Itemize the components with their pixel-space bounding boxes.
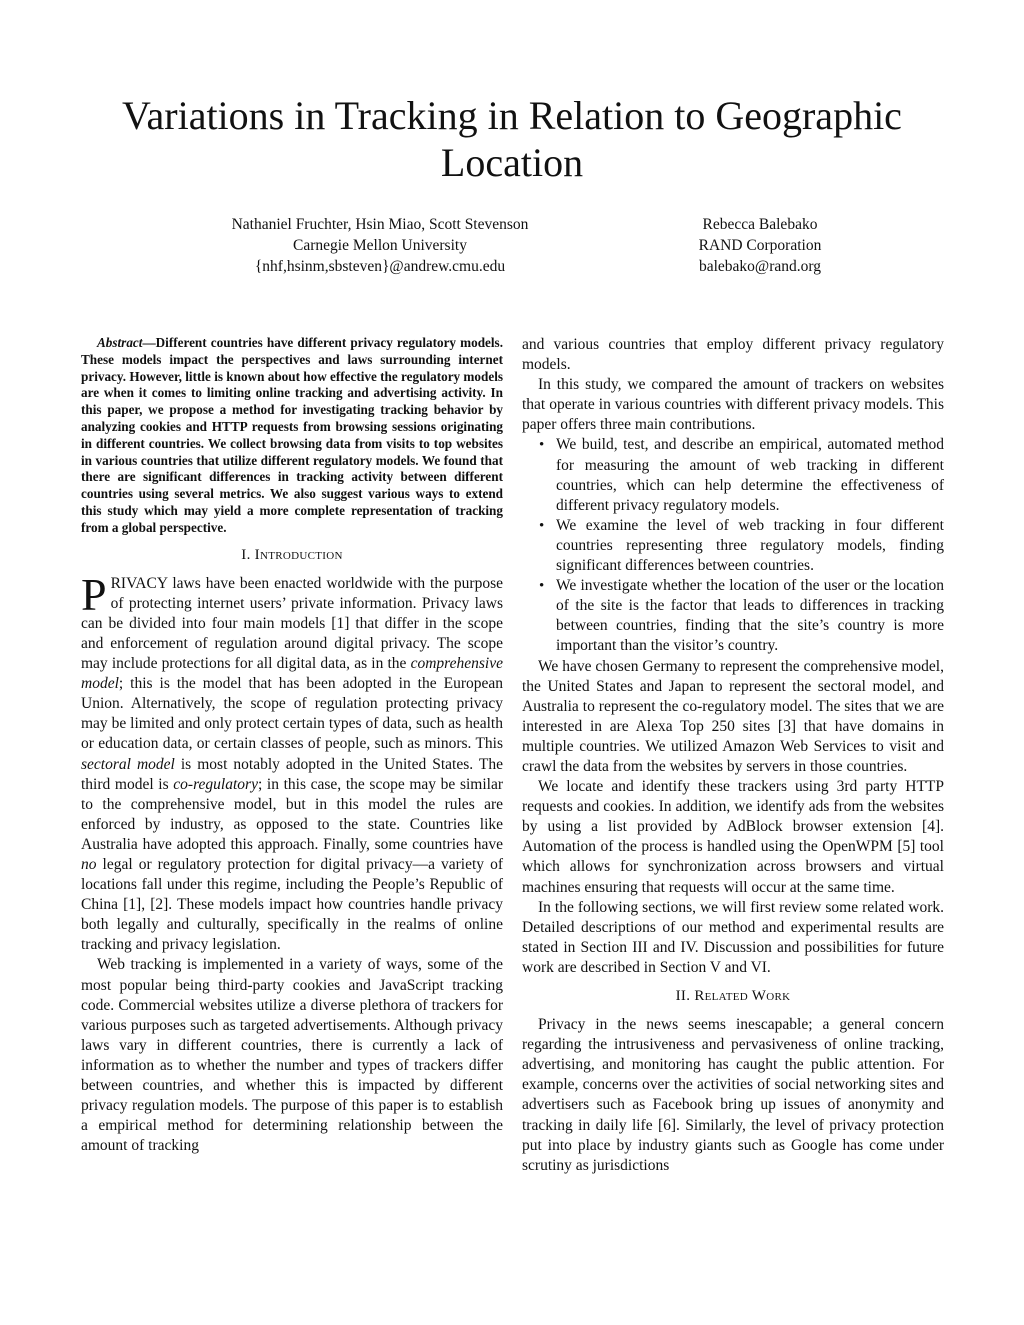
list-item: • We investigate whether the location of the user or the location of the site is the factor that leads to differences in tracking between countries, finding that the site’s country is more important than the visitor’s country.: [556, 576, 944, 656]
author-affiliation: Carnegie Mellon University: [293, 237, 467, 254]
author-names: Nathaniel Fruchter, Hsin Miao, Scott Stevenson: [231, 216, 529, 233]
author-affiliation: RAND Corporation: [698, 237, 822, 254]
right-column: [522, 335, 944, 1176]
paper-title: Variations in Tracking in Relation to Geographic Location: [122, 93, 902, 185]
intro-paragraph-2: Web tracking is implemented in a variety of ways, some of the most popular being third-party cookies and JavaScript tracking code. Commercial websites utilize a diverse plethora of trackers for various purposes such as targeted advertisements. Although privacy laws vary in different countries, there is currently a lack of information as to whether the number and types of trackers differ between countries, and whether this is impacted by different privacy regulation models. The purpose of this paper is to establish a empirical method for determining relationship between the amount of tracking: [81, 956, 503, 1155]
intro-paragraph-4: We have chosen Germany to represent the comprehensive model, the United States and Japan to represent the sectoral model, and Australia to represent the co-regulatory model. The sites that we are interested in are Alexa Top 250 sites [3] that have domains in multiple countries. We utilized Amazon Web Services to visit and crawl the data from the websites by servers in those countries.: [522, 657, 944, 775]
author-names: Rebecca Balebako: [702, 216, 818, 233]
intro-paragraph-3: In this study, we compared the amount of trackers on websites that operate in various countries with different privacy models. This paper offers three main contributions.: [522, 376, 944, 434]
intro-paragraph-2-continued: and various countries that employ different privacy regulatory models.: [522, 336, 944, 374]
author-email: {nhf,hsinm,sbsteven}@andrew.cmu.edu: [254, 258, 506, 275]
abstract-text: —Different countries have different privacy regulatory models. These models impact the perspectives and laws surrounding internet privacy. However, little is known about how effective the regulatory models are when it comes to limiting online tracking and advertising activity. In this paper, we propose a method for investigating tracking behavior by analyzing cookies and HTTP requests from browsing sessions originating in different countries. We collect browsing data from visits to top websites in various countries that utilize different regulatory models. We found that there are significant differences in tracking activity between different countries using several metrics. We also suggest various ways to extend this study which may yield a more complete representation of tracking from a global perspective.: [81, 335, 503, 535]
left-column: [81, 335, 503, 1156]
author-block-cmu: [180, 214, 580, 277]
drop-cap: P: [81, 568, 107, 620]
contributions-list: [522, 435, 944, 656]
intro-paragraph-6: In the following sections, we will first review some related work. Detailed descriptions of our method and experimental results are stated in Section III and IV. Discussion and possibilities for future work are described in Section V and VI.: [522, 898, 944, 976]
abstract-label: Abstract: [97, 335, 143, 350]
author-block-rand: [640, 214, 880, 277]
list-item: • We build, test, and describe an empirical, automated method for measuring the amount of web tracking in different countries, which can help determine the effectiveness of different privacy regulatory models.: [556, 435, 944, 515]
intro-paragraph-1: PRIVACY laws have been enacted worldwide with the purpose of protecting internet users’ private information. Privacy laws can be divided into four main models [1] that differ in the scope and enforcement of regulation around digital privacy. The scope may include protections for all digital data, as in the comprehensive model; this is the model that has been adopted in the European Union. Alternatively, the scope of regulation protecting privacy may be limited and only protect certain types of data, such as health or education data, or certain classes of people, such as minors. This sectoral model is most notably adopted in the United States. The third model is co-regulatory; in this case, the scope may be similar to the comprehensive model, but in this model the rules are enforced by industry, as opposed to the state. Countries like Australia have adopted this approach. Finally, some countries have no legal or regulatory protection for digital privacy—a variety of locations fall under this regime, including the People’s Republic of China [1], [2]. These models impact how countries handle privacy both legally and culturally, specifically in the realms of online tracking and privacy legislation.: [81, 568, 503, 954]
abstract: [81, 335, 503, 537]
list-item: • We examine the level of web tracking in four different countries representing three regulatory models, finding significant differences between countries.: [556, 516, 944, 576]
section-heading-related-work: II. Related Work: [675, 988, 791, 1004]
intro-paragraph-5: We locate and identify these trackers using 3rd party HTTP requests and cookies. In addition, we identify ads from the websites by using a list provided by AdBlock browser extension [4]. Automation of the process is handled using the OpenWPM [5] tool which allows for synchronization across browsers and virtual machines ensuring that requests will occur at the same time.: [522, 778, 944, 896]
related-paragraph-1: Privacy in the news seems inescapable; a general concern regarding the intrusiveness and pervasiveness of online tracking, advertising, and monitoring has caught the public attention. For example, concerns over the activities of social networking sites and advertisers such as Facebook bring up issues of anonymity and tracking in daily life [6]. Similarly, the level of privacy protection put into place by industry giants such as Google has come under scrutiny as jurisdictions: [522, 1016, 944, 1174]
section-heading-introduction: I. Introduction: [241, 546, 343, 563]
author-email: balebako@rand.org: [698, 258, 822, 275]
